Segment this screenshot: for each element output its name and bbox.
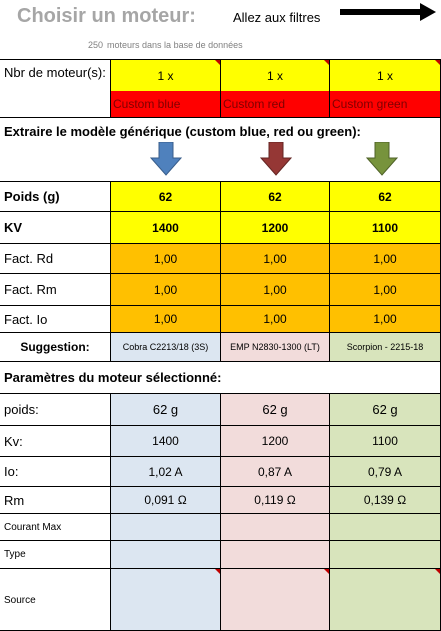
- params-heading: Paramètres du moteur sélectionné:: [0, 362, 441, 394]
- extract-section: [0, 118, 441, 182]
- param-source-2: [221, 569, 330, 631]
- extract-heading: Extraire le modèle générique (custom blue, red ou green):: [4, 124, 361, 139]
- param-source-label: Source: [0, 569, 111, 631]
- suggestion-1: Cobra C2213/18 (3S): [111, 333, 221, 362]
- param-poids-1: 62 g: [111, 394, 221, 426]
- poids-value-1[interactable]: 62: [111, 182, 221, 212]
- fact-rd-value-1[interactable]: 1,00: [111, 244, 221, 274]
- kv-value-3[interactable]: 1100: [330, 212, 441, 244]
- suggestion-label: Suggestion:: [0, 333, 111, 362]
- count-cell-2[interactable]: [221, 60, 330, 91]
- param-io-label: Io:: [0, 457, 111, 487]
- count-cell-3[interactable]: [330, 60, 441, 91]
- poids-value-3[interactable]: 62: [330, 182, 441, 212]
- motor-select-3[interactable]: Custom green: [330, 91, 441, 118]
- arrow-right-icon[interactable]: [340, 3, 436, 21]
- param-type-1: [111, 541, 221, 569]
- count-value: 1 x: [376, 68, 393, 83]
- motor-count-number: 250: [88, 40, 104, 50]
- suggestion-3: Scorpion - 2215-18: [330, 333, 441, 362]
- fact-rm-value-1[interactable]: 1,00: [111, 274, 221, 306]
- poids-label: Poids (g): [0, 182, 111, 212]
- param-courant-3: [330, 514, 441, 541]
- param-kv-label: Kv:: [0, 426, 111, 457]
- param-source-3: [330, 569, 441, 631]
- motor-count: [88, 40, 243, 50]
- page-title: Choisir un moteur:: [17, 5, 196, 27]
- motor-select-2[interactable]: Custom red: [221, 91, 330, 118]
- fact-rm-label: Fact. Rm: [0, 274, 111, 306]
- motor-count-text: moteurs dans la base de données: [107, 40, 243, 50]
- param-kv-1: 1400: [111, 426, 221, 457]
- param-io-2: 0,87 A: [221, 457, 330, 487]
- arrow-down-blue-icon[interactable]: [150, 142, 182, 176]
- param-kv-2: 1200: [221, 426, 330, 457]
- param-kv-3: 1100: [330, 426, 441, 457]
- kv-value-1[interactable]: 1400: [111, 212, 221, 244]
- kv-value-2[interactable]: 1200: [221, 212, 330, 244]
- param-type-3: [330, 541, 441, 569]
- param-courant-1: [111, 514, 221, 541]
- param-courant-2: [221, 514, 330, 541]
- poids-value-2[interactable]: 62: [221, 182, 330, 212]
- param-poids-label: poids:: [0, 394, 111, 426]
- fact-rd-value-3[interactable]: 1,00: [330, 244, 441, 274]
- fact-rm-value-2[interactable]: 1,00: [221, 274, 330, 306]
- param-poids-2: 62 g: [221, 394, 330, 426]
- param-type-2: [221, 541, 330, 569]
- count-cell-1[interactable]: [111, 60, 221, 91]
- arrow-down-red-icon[interactable]: [260, 142, 292, 176]
- param-io-1: 1,02 A: [111, 457, 221, 487]
- param-rm-1: 0,091 Ω: [111, 487, 221, 514]
- param-source-1: [111, 569, 221, 631]
- fact-rm-value-3[interactable]: 1,00: [330, 274, 441, 306]
- count-label: Nbr de moteur(s):: [0, 60, 111, 118]
- kv-label: KV: [0, 212, 111, 244]
- param-courant-label: Courant Max: [0, 514, 111, 541]
- arrow-down-green-icon[interactable]: [366, 142, 398, 176]
- count-value: 1 x: [157, 68, 174, 83]
- fact-rd-label: Fact. Rd: [0, 244, 111, 274]
- param-rm-2: 0,119 Ω: [221, 487, 330, 514]
- fact-io-value-2[interactable]: 1,00: [221, 306, 330, 333]
- param-rm-label: Rm: [0, 487, 111, 514]
- motor-select-1[interactable]: Custom blue: [111, 91, 221, 118]
- param-poids-3: 62 g: [330, 394, 441, 426]
- fact-io-label: Fact. Io: [0, 306, 111, 333]
- param-rm-3: 0,139 Ω: [330, 487, 441, 514]
- param-io-3: 0,79 A: [330, 457, 441, 487]
- count-value: 1 x: [266, 68, 283, 83]
- param-type-label: Type: [0, 541, 111, 569]
- fact-rd-value-2[interactable]: 1,00: [221, 244, 330, 274]
- filters-link[interactable]: Allez aux filtres: [233, 10, 321, 25]
- fact-io-value-3[interactable]: 1,00: [330, 306, 441, 333]
- suggestion-2: EMP N2830-1300 (LT): [221, 333, 330, 362]
- fact-io-value-1[interactable]: 1,00: [111, 306, 221, 333]
